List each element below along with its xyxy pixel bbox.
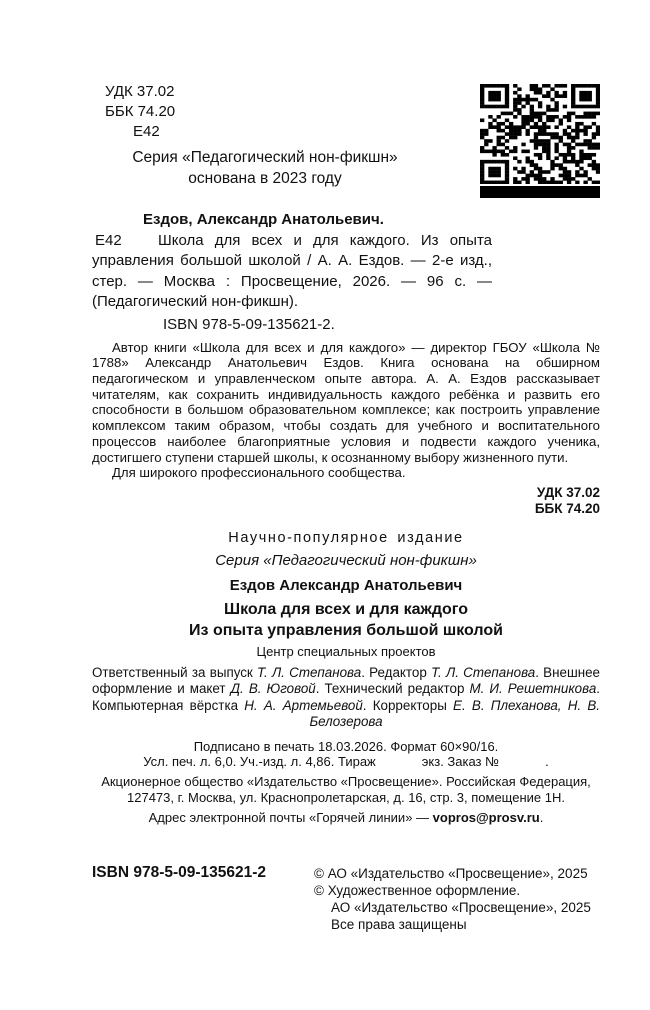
bbk-code: ББК 74.20 [105,103,176,120]
qr-code [480,84,600,198]
credits-name: Т. Л. Степанова [257,664,362,680]
edition-author: Ездов Александр Анатольевич [229,576,463,594]
publisher-address: 127473, г. Москва, ул. Краснопролетарская, д. 16, стр. 3, помещение 1Н. [127,789,565,805]
annotation-udk: УДК 37.02 [536,484,600,500]
print-sheets-text: Усл. печ. л. 6,0. Уч.-изд. л. 4,86. Тираж [143,754,376,770]
catalog-code: Е42 [95,232,122,249]
credits-role: . Технический редактор [315,681,470,697]
credits-name: Н. А. Артемьевой [244,697,363,713]
print-sheets-line [92,754,600,770]
classification-block [92,82,438,198]
print-date-format: Подписано в печать 18.03.2026. Формат 60×90/16. [193,738,499,754]
annotation-block [92,340,600,518]
annotation-audience: Для широкого профессионального сообщества. [112,465,406,481]
credits-name: Д. В. Юговой [230,681,316,697]
edition-kind: Научно-популярное издание [228,529,464,546]
book-title: Школа для всех и для каждого [223,600,468,618]
hotline-line [92,810,600,826]
print-dot: . [545,754,549,770]
copyright-line: АО «Издательство «Просвещение», 2025 [331,899,591,915]
catalog-card [92,210,600,335]
book-subtitle: Из опыта управления большой школой [189,621,503,639]
udk-code: УДК 37.02 [105,83,175,100]
series-note-line2: основана в 2023 году [188,170,342,187]
edition-center: Центр специальных проектов [256,643,436,659]
header-block [92,82,600,198]
edition-series: Серия «Педагогический нон-фикшн» [215,551,477,569]
hotline-email: vopros@prosv.ru [432,809,540,825]
credits-paragraph [92,665,600,731]
catalog-isbn: ISBN 978-5-09-135621-2. [163,315,335,333]
credits-role: Ответственный за выпуск [92,664,258,680]
credits-name: Т. Л. Степанова [431,664,536,680]
bottom-block [92,863,600,933]
annotation-paragraph: Автор книги «Школа для всех и для каждого» — директор ГБОУ «Школа № 1788» Александр Анатольевич Ездов. Книга основана на обширном педагогическом и управленческом опыте автора. А. А. Ездов рассказывает читателям, как сохранить индивидуальность каждого ребёнка и развить его способности в большом образовательном комплексе; как построить управление комплексом таким образом, чтобы создать для учебного и воспитательного процессов наиболее благоприятные условия и подвести каждого ученика, достигшего ступени старшей школы, к осознанному выбору жизненного пути. [92,339,600,465]
credits-name: М. И. Решетникова [469,681,597,697]
copyright-line: Все права защищены [331,917,467,933]
author-sign-code: Е42 [133,123,160,140]
copyright-line: © АО «Издательство «Просвещение», 2025 [314,865,588,881]
credits-name: Е. В. Плеханова, Н. В. Белозерова [309,697,600,730]
copyright-line: © Художественное оформление. [314,882,521,898]
credits-role: . Редактор [361,664,432,680]
series-note [92,147,438,189]
annotation-bbk: ББК 74.20 [534,501,600,517]
catalog-entry: Школа для всех и для каждого. Из опыта управления большой школой / А. А. Ездов. — 2-е изд., стер. — Москва : Просвещение, 2026. — 96 с. — (Педагогический нон-фикшн). [92,232,492,311]
qr-code-icon [480,84,600,184]
copyright-block [314,865,591,934]
print-info-block [92,739,600,826]
credits-role: . Внешнее оформление и макет [92,664,600,697]
qr-bottom-bar [480,186,600,198]
credits-role: . Компьютерная вёрстка [92,681,601,713]
series-note-line1: Серия «Педагогический нон-фикшн» [132,149,398,166]
isbn-bottom: ISBN 978-5-09-135621-2 [92,863,267,881]
annotation-codes [92,485,600,518]
catalog-entry-block [92,231,492,313]
publisher-line: Акционерное общество «Издательство «Просвещение». Российская Федерация, [101,774,591,790]
credits-role: . Корректоры [362,697,454,713]
print-order-text: экз. Заказ № [421,754,500,770]
hotline-dot: . [539,809,544,825]
edition-block [92,530,600,826]
hotline-text: Адрес электронной почты «Горячей линии» — [148,809,433,825]
catalog-author: Ездов, Александр Анатольевич. [143,211,384,228]
